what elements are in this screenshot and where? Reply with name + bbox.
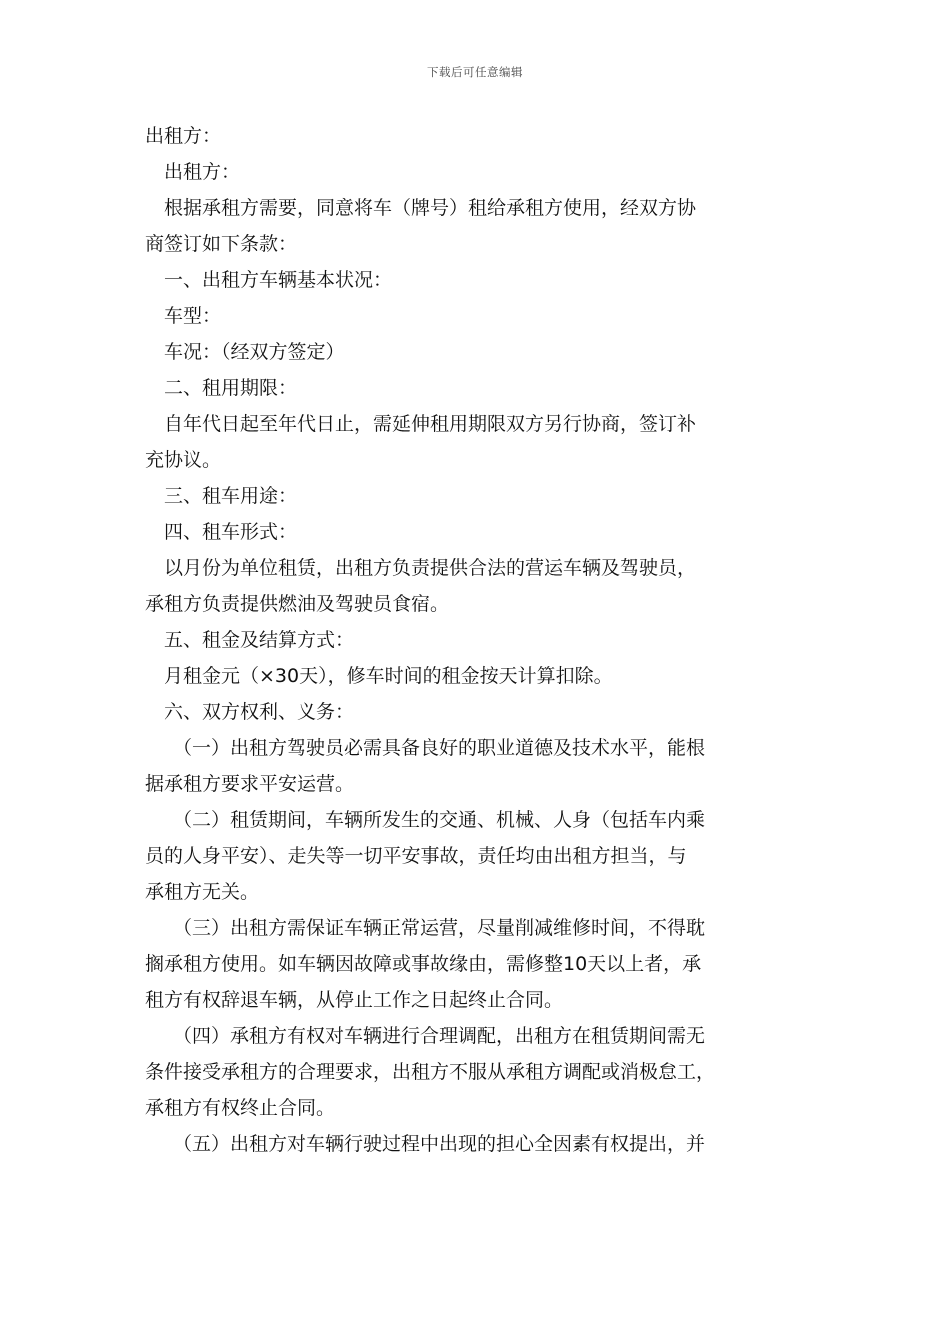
document-body <box>145 118 811 1162</box>
section-1-heading: 一、出租方车辆基本状况： <box>164 269 393 291</box>
preamble-line-1: 根据承租方需要，同意将车（牌号）租给承租方使用，经双方协 <box>164 197 697 219</box>
clause-4-line-2: 条件接受承租方的合理要求，出租方不服从承租方调配或消极怠工， <box>145 1061 716 1083</box>
vehicle-condition-label: 车况：（经双方签定） <box>164 341 345 363</box>
party-lessor-label: 出租方： <box>145 125 222 147</box>
party-lessor-label-2: 出租方： <box>164 161 241 183</box>
clause-2-line-3: 承租方无关。 <box>145 881 260 903</box>
lease-form-line-2: 承租方负责提供燃油及驾驶员食宿。 <box>145 593 450 615</box>
clause-3-line-2: 搁承租方使用。如车辆因故障或事故缘由，需修整10天以上者，承 <box>145 953 702 975</box>
clause-4-line-3: 承租方有权终止合同。 <box>145 1097 336 1119</box>
clause-2-line-1: （二）租赁期间，车辆所发生的交通、机械、人身（包括车内乘 <box>173 809 706 831</box>
clause-1-line-1: （一）出租方驾驶员必需具备良好的职业道德及技术水平，能根 <box>173 737 706 759</box>
clause-1-line-2: 据承租方要求平安运营。 <box>145 773 355 795</box>
clause-3-line-1: （三）出租方需保证车辆正常运营，尽量削减维修时间，不得耽 <box>173 917 706 939</box>
section-6-heading: 六、双方权利、义务： <box>164 701 355 723</box>
lease-term-line-2: 充协议。 <box>145 449 222 471</box>
clause-3-line-3: 租方有权辞退车辆，从停止工作之日起终止合同。 <box>145 989 564 1011</box>
page-header: 下载后可任意编辑 <box>427 65 523 79</box>
section-3-heading: 三、租车用途： <box>164 485 298 507</box>
clause-4-line-1: （四）承租方有权对车辆进行合理调配，出租方在租赁期间需无 <box>173 1025 706 1047</box>
section-4-heading: 四、租车形式： <box>164 521 298 543</box>
preamble-line-2: 商签订如下条款： <box>145 233 298 255</box>
vehicle-model-label: 车型： <box>164 305 222 327</box>
clause-5-line-1: （五）出租方对车辆行驶过程中出现的担心全因素有权提出，并 <box>173 1133 706 1155</box>
section-2-heading: 二、租用期限： <box>164 377 298 399</box>
section-5-heading: 五、租金及结算方式： <box>164 629 355 651</box>
lease-form-line-1: 以月份为单位租赁，出租方负责提供合法的营运车辆及驾驶员， <box>164 557 697 579</box>
lease-term-line-1: 自年代日起至年代日止，需延伸租用期限双方另行协商，签订补 <box>164 413 697 435</box>
clause-2-line-2: 员的人身平安）、走失等一切平安事故，责任均由出租方担当，与 <box>145 845 687 867</box>
rent-line: 月租金元（×30天），修车时间的租金按天计算扣除。 <box>164 665 613 687</box>
